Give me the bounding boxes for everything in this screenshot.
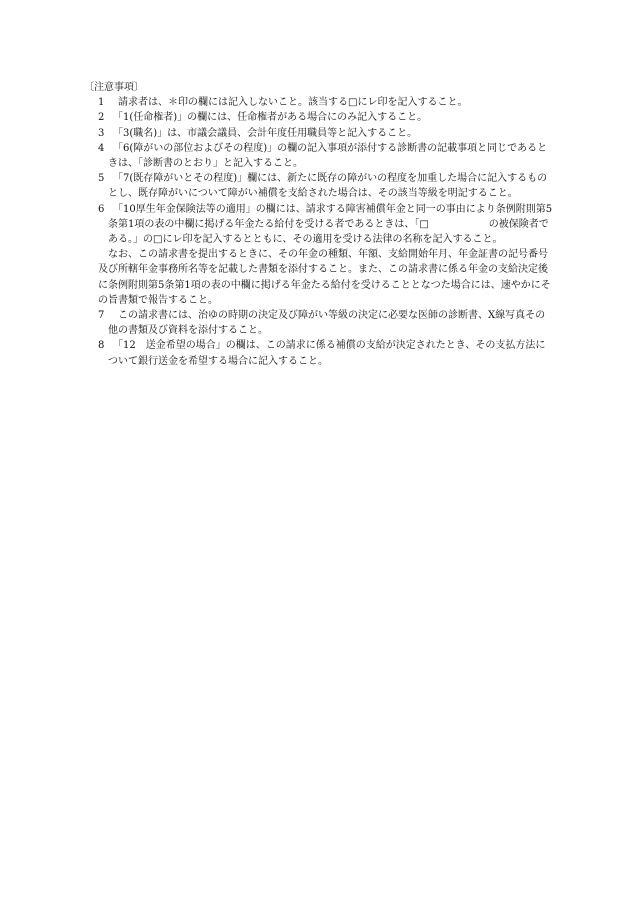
note-text: 「12 送金希望の場合」の欄は、この請求に係る補償の支給が決定されたとき、その支払方法について銀行送金を希望する場合に記入すること。 <box>108 340 546 367</box>
note-item-8 <box>84 338 554 368</box>
note-text: 請求者は、＊印の欄には記入しないこと。該当する□にレ印を記入すること。 <box>118 97 468 109</box>
note-text: 「7(既存障がいとその程度)」欄には、新たに既存の障がいの程度を加重した場合に記入するものとし、既存障がいについて障がい補償を支給された場合は、その該当等級を明記すること。 <box>108 173 548 200</box>
note-text: 「1(任命権者)」の欄には、任命権者がある場合にのみ記入すること。 <box>118 112 428 124</box>
note-number: 5 <box>98 173 105 185</box>
note-number: 2 <box>98 112 105 124</box>
note-item-2 <box>84 110 554 125</box>
notes-heading: 〔注意事項〕 <box>84 82 144 93</box>
note-number: 4 <box>98 142 105 154</box>
notes-section <box>84 80 554 369</box>
note-item-7 <box>84 308 554 338</box>
note-text: 「3(職名)」は、市議会議員、会計年度任用職員等と記入すること。 <box>118 127 418 139</box>
note-number: 8 <box>98 340 105 352</box>
note-item-1 <box>84 95 554 110</box>
note-number: 7 <box>98 310 105 322</box>
note-item-5 <box>84 171 554 201</box>
note-item-3 <box>84 126 554 141</box>
note-item-6-continuation: なお、この請求書を提出するときに、その年金の種類、年額、支給開始年月、年金証書の記号番号及び所轄年金事務所名等を記載した書類を添付すること。また、この請求書に係る年金の支給決定後に条例附則第5条第1項の表の中欄に掲げる年金たる給付を受けることとなつた場合には、速やかにその旨書類で報告すること。 <box>98 249 551 306</box>
note-number: 6 <box>98 203 105 215</box>
note-text: 「10厚生年金保険法等の適用」の欄には、請求する障害補償年金と同一の事由により条例附則第5条第1項の表の中欄に掲げる年金たる給付を受ける者であるときは、「□ の被保険者である。」の□にレ印を記入するとともに、その適用を受ける法律の名称を記入すること。 <box>108 203 553 246</box>
note-number: 1 <box>98 97 105 109</box>
note-number: 3 <box>98 127 105 139</box>
note-item-6 <box>84 202 554 248</box>
note-text: 「6(障がいの部位およびその程度)」の欄の記入事項が添付する診断書の記載事項と同じであるときは、「診断書のとおり」と記入すること。 <box>108 142 548 170</box>
note-text: この請求書には、治ゆの時期の決定及び障がい等級の決定に必要な医師の診断書、X線写真その他の書類及び資料を添付すること。 <box>108 310 546 337</box>
note-item-4 <box>84 141 554 171</box>
